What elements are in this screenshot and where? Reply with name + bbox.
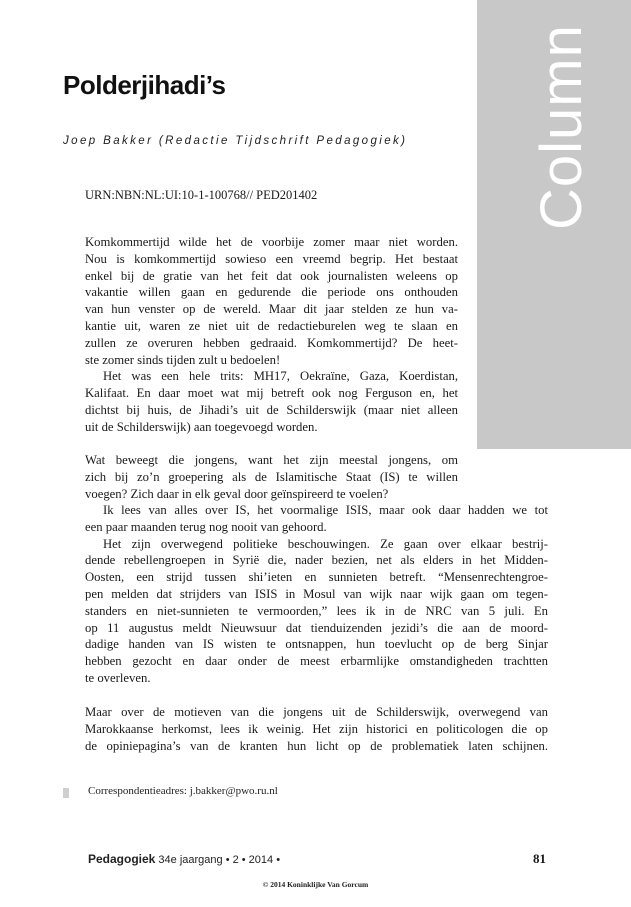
text-line: dende rebellengroepen in Syrië die, nader bezien, net als elders in het Midden- [85,553,548,568]
text-line: Oosten, een strijd tussen shi’ieten en sunnieten betreft. “Mensenrechtengroe- [85,570,548,585]
text-line: een paar maanden terug nog nooit van gehoord. [85,519,327,534]
correspondence-address: Correspondentieadres: j.bakker@pwo.ru.nl [88,785,278,797]
text-line: standers en niet-sunnieten te vermoorden,” lees ik in de NRC van 5 juli. En [85,603,548,618]
text-line: zullen ze overuren hebben gedraaid. Komkommertijd? De heet- [85,335,458,350]
page-number: 81 [533,851,546,866]
text-line: Ik lees van alles over IS, het voormalige ISIS, maar ook daar hadden we tot [103,503,548,517]
paragraph-4 [85,704,548,754]
text-line: hebben gezocht en daar onder de meest erbarmlijke omstandigheden trachtten [85,654,548,669]
journal-name: Pedagogiek [88,852,156,866]
page-footer [88,852,280,866]
journal-issue: 34e jaargang • 2 • 2014 • [155,854,281,866]
text-line: te overleven. [85,670,151,685]
article-title: Polderjihadi’s [63,70,226,100]
paragraph-2 [85,452,458,502]
text-line: van hun venster op de wereld. Maar dit jaar stelden ze hun va- [85,302,458,317]
text-line: Kalifaat. En daar moet wat mij betreft ook nog Ferguson en, het [85,386,458,401]
text-line: op 11 augustus meldt Nieuwsuur dat tienduizenden jezidi’s die aan de moord- [85,620,548,635]
urn-identifier: URN:NBN:NL:UI:10-1-100768// PED201402 [85,188,318,202]
text-line: Nou is komkommertijd sowieso een vreemd begrip. Het bestaat [85,251,458,266]
text-line: Komkommertijd wilde het de voorbije zomer maar niet worden. [85,235,458,249]
text-line: Maar over de motieven van die jongens uit de Schilderswijk, overwegend van [85,705,548,719]
article-author: Joep Bakker (Redactie Tijdschrift Pedagogiek) [63,135,408,147]
copyright-notice: © 2014 Koninklijke Van Gorcum [262,880,369,889]
text-line: de opiniepagina’s van de kranten hun licht op de problematiek laten schijnen. [85,738,548,753]
column-side-tab [477,0,631,449]
text-line: vakantie willen gaan en gedurende die periode ons onthouden [85,285,458,300]
footnote-marker-icon [63,788,69,798]
text-line: ste zomer sinds tijden zult u bedoelen! [85,352,281,367]
text-line: zich bij zo’n groepering als de Islamitische Staat (IS) te willen [85,469,458,484]
text-line: voegen? Zich daar in elk geval door geïnspireerd te voelen? [85,486,389,501]
text-line: Marokkaanse herkomst, lees ik weinig. Het zijn historici en politicologen die op [85,721,548,736]
column-label: Column [529,24,594,230]
text-line: Wat beweegt die jongens, want het zijn meestal jongens, om [85,453,458,467]
text-line: pen melden dat strijders van ISIS in Mosul van wijk naar wijk gaan om tegen- [85,586,548,601]
text-line: Het was een hele trits: MH17, Oekraïne, Gaza, Koerdistan, [103,369,458,384]
paragraph-1 [85,234,458,436]
text-line: kantie uit, waren ze niet uit de redactieburelen weg te slaan en [85,318,458,333]
text-line: uit de Schilderswijk) aan toegevoegd worden. [85,419,318,434]
text-line: enkel bij de gratie van het feit dat ook journalisten weleens op [85,268,458,283]
text-line: dadige handen van IS wisten te ontsnappen, hun toevlucht op de berg Sinjar [85,637,548,652]
text-line: dichtst bij huis, de Jihadi’s uit de Schilderswijk (maar niet alleen [85,402,458,417]
paragraph-3 [85,502,548,687]
text-line: Het zijn overwegend politieke beschouwingen. Ze gaan over elkaar bestrij- [103,536,548,551]
